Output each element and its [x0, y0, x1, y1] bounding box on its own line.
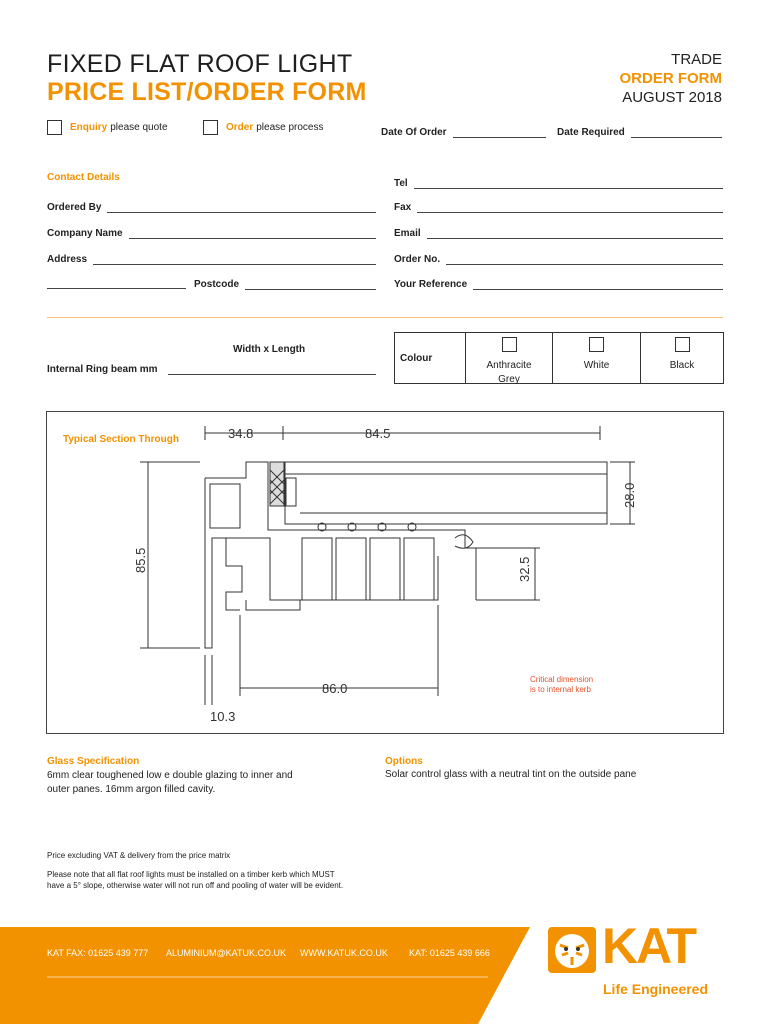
- tagline: Life Engineered: [603, 981, 709, 997]
- glass-description: [47, 769, 293, 797]
- order-no-label: Order No.: [394, 254, 441, 265]
- footer-email[interactable]: ALUMINIUM@KATUK.CO.UK: [166, 948, 286, 958]
- date-of-order-label: Date Of Order: [381, 127, 447, 138]
- tel-label: Tel: [394, 178, 408, 189]
- options-text: Solar control glass with a neutral tint on the outside pane: [385, 769, 637, 780]
- install-note-line-1: Please note that all flat roof lights must be installed on a timber kerb which MUST: [47, 870, 335, 879]
- price-note: Price excluding VAT & delivery from the price matrix: [47, 851, 231, 860]
- dim-84-5: 84.5: [365, 426, 391, 441]
- dim-34-8: 34.8: [228, 426, 254, 441]
- issue-date: AUGUST 2018: [622, 89, 722, 106]
- enquiry-text: please quote: [110, 122, 168, 133]
- glass-line-2: outer panes. 16mm argon filled cavity.: [47, 784, 216, 795]
- postcode-label: Postcode: [194, 279, 240, 290]
- address-label: Address: [47, 254, 88, 265]
- dim-10-3: 10.3: [210, 709, 236, 724]
- glass-heading: Glass Specification: [47, 756, 140, 767]
- critical-note-line-1: Critical dimension: [530, 675, 594, 684]
- section-title: Typical Section Through: [63, 434, 179, 445]
- order-form-label: ORDER FORM: [619, 70, 722, 87]
- email-label: Email: [394, 228, 421, 239]
- internal-ring-label: Internal Ring beam mm: [47, 364, 158, 375]
- trade-label: TRADE: [671, 51, 722, 68]
- dim-85-5: 85.5: [133, 547, 148, 573]
- your-reference-label: Your Reference: [394, 279, 468, 290]
- page-subtitle: PRICE LIST/ORDER FORM: [47, 78, 367, 106]
- footer-web[interactable]: WWW.KATUK.CO.UK: [300, 948, 388, 958]
- anthracite-label: Anthracite Grey: [486, 360, 532, 385]
- fax-label: Fax: [394, 202, 412, 213]
- page-title: FIXED FLAT ROOF LIGHT: [47, 50, 353, 78]
- dim-28-0: 28.0: [622, 482, 637, 508]
- dim-32-5: 32.5: [517, 556, 532, 582]
- footer-fax: KAT FAX: 01625 439 777: [47, 948, 149, 958]
- enquiry-label: Enquiry: [70, 122, 108, 133]
- glass-line-1: 6mm clear toughened low e double glazing to inner and: [47, 770, 293, 781]
- contact-heading: Contact Details: [47, 172, 120, 183]
- colour-label: Colour: [400, 352, 433, 364]
- date-required-label: Date Required: [557, 127, 625, 138]
- white-label: White: [583, 360, 610, 371]
- order-label: Order: [226, 122, 254, 133]
- ordered-by-label: Ordered By: [47, 202, 102, 213]
- company-name-label: Company Name: [47, 228, 123, 239]
- kat-logo-text: KAT: [602, 918, 696, 974]
- critical-note-line-2: is to internal kerb: [530, 685, 591, 694]
- order-text: please process: [256, 122, 324, 133]
- dim-86-0: 86.0: [322, 681, 348, 696]
- install-note: [47, 869, 343, 891]
- footer-tel: KAT: 01625 439 666: [409, 948, 490, 958]
- options-heading: Options: [385, 756, 423, 767]
- black-label: Black: [669, 360, 695, 371]
- tiger-logo-icon: [548, 927, 596, 973]
- width-length-label: Width x Length: [233, 344, 306, 355]
- install-note-line-2: have a 5° slope, otherwise water will not run off and pooling of water will be evident.: [47, 881, 344, 890]
